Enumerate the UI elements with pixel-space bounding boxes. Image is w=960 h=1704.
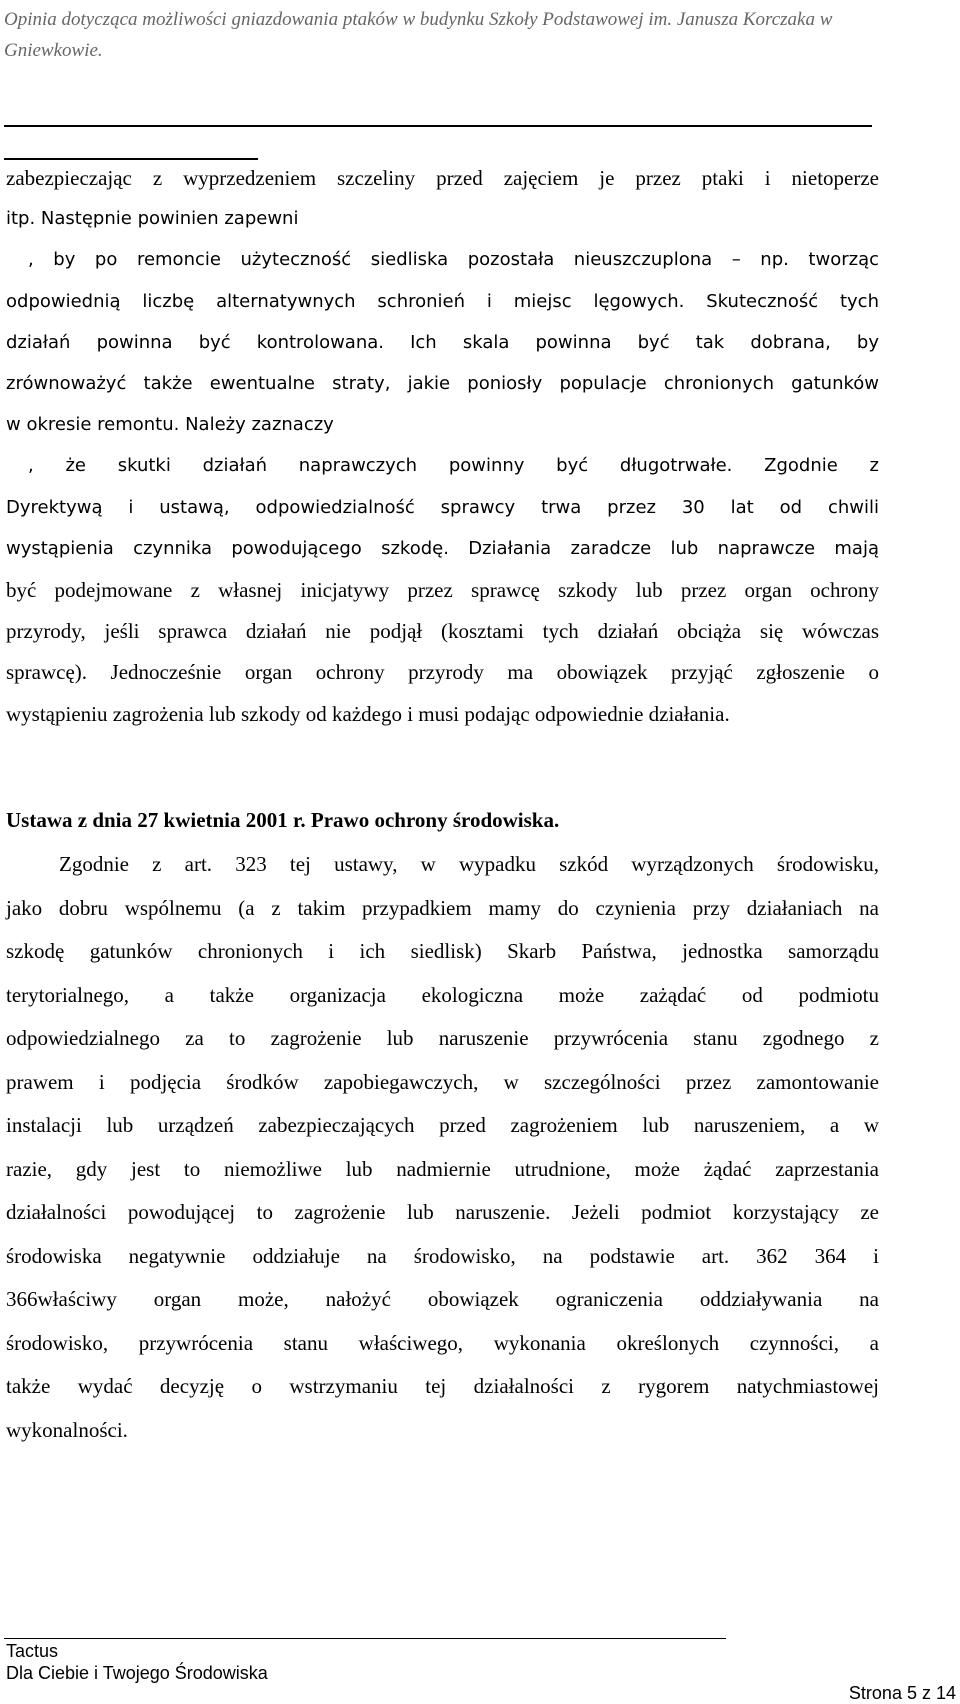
text-line: szkodę gatunków chronionych i ich siedlisk) Skarb Państwa, jednostka samorządu — [6, 939, 879, 963]
text-line: działań powinna być kontrolowana. Ich skala powinna być tak dobrana, by — [6, 331, 879, 353]
footer-slogan: Dla Ciebie i Twojego Środowiska — [6, 1663, 268, 1683]
text-line: , by po remoncie użyteczność siedliska pozostała nieuszczuplona – np. tworząc — [28, 249, 879, 271]
text-line: prawem i podjęcia środków zapobiegawczych, w szczególności przez zamontowanie — [6, 1069, 879, 1094]
text-line: instalacji lub urządzeń zabezpieczających przed zagrożeniem lub naruszeniem, a w — [6, 1113, 879, 1137]
text-line: razie, gdy jest to niemożliwe lub nadmiernie utrudnione, może żądać zaprzestania — [6, 1156, 879, 1181]
footer-rule — [4, 1638, 726, 1639]
text-line: wystąpienia czynnika powodującego szkodę. Działania zaradcze lub naprawcze mają — [6, 537, 879, 559]
text-line: być podejmowane z własnej inicjatywy przez sprawcę szkody lub przez organ ochrony — [6, 578, 879, 602]
text-line: także wydać decyzję o wstrzymaniu tej działalności z rygorem natychmiastowej — [6, 1374, 879, 1398]
text-line: 366właściwy organ może, nałożyć obowiązek ograniczenia oddziaływania na — [6, 1287, 879, 1311]
text-line: przyrody, jeśli sprawca działań nie podjął (kosztami tych działań obciąża się wówczas — [6, 619, 879, 644]
text-line: odpowiednią liczbę alternatywnych schronień i miejsc lęgowych. Skuteczność tych — [6, 290, 879, 312]
text-line: sprawcę). Jednocześnie organ ochrony przyrody ma obowiązek przyjąć zgłoszenie o — [6, 660, 879, 685]
footer-company: Tactus — [6, 1641, 59, 1661]
text-line: Zgodnie z art. 323 tej ustawy, w wypadku szkód wyrządzonych środowisku, — [59, 852, 879, 876]
header-rule — [4, 125, 872, 127]
text-line: itp. Następnie powinien zapewni — [6, 208, 299, 230]
text-line: w okresie remontu. Należy zaznaczy — [6, 414, 334, 436]
text-line: zrównoważyć także ewentualne straty, jakie poniosły populacje chronionych gatunków — [6, 373, 879, 394]
running-header: Opinia dotycząca możliwości gniazdowania ptaków w budynku Szkoły Podstawowej im. Janusza Korczaka w Gniewkowie. — [4, 9, 833, 61]
footnote-rule — [4, 158, 258, 160]
section-heading: Ustawa z dnia 27 kwietnia 2001 r. Prawo ochrony środowiska. — [6, 808, 560, 832]
text-line: , że skutki działań naprawczych powinny być długotrwałe. Zgodnie z — [28, 455, 879, 477]
text-line: działalności powodującej to zagrożenie lub naruszenie. Jeżeli podmiot korzystający ze — [6, 1200, 879, 1224]
text-line: wykonalności. — [6, 1417, 128, 1442]
text-line: terytorialnego, a także organizacja ekologiczna może zażądać od podmiotu — [6, 982, 879, 1007]
page-number: Strona 5 z 14 — [848, 1683, 956, 1703]
text-line: środowisko, przywrócenia stanu właściwego, wykonania określonych czynności, a — [6, 1330, 879, 1355]
text-line: zabezpieczając z wyprzedzeniem szczeliny przed zajęciem je przez ptaki i nietoperze — [6, 166, 879, 190]
text-line: wystąpieniu zagrożenia lub szkody od każdego i musi podając odpowiednie działania. — [6, 701, 730, 726]
text-line: odpowiedzialnego za to zagrożenie lub naruszenie przywrócenia stanu zgodnego z — [6, 1026, 879, 1050]
text-line: środowiska negatywnie oddziałuje na środowisko, na podstawie art. 362 364 i — [6, 1243, 879, 1268]
text-line: jako dobru wspólnemu (a z takim przypadkiem mamy do czynienia przy działaniach na — [6, 895, 879, 920]
text-line: Dyrektywą i ustawą, odpowiedzialność sprawcy trwa przez 30 lat od chwili — [6, 496, 879, 518]
